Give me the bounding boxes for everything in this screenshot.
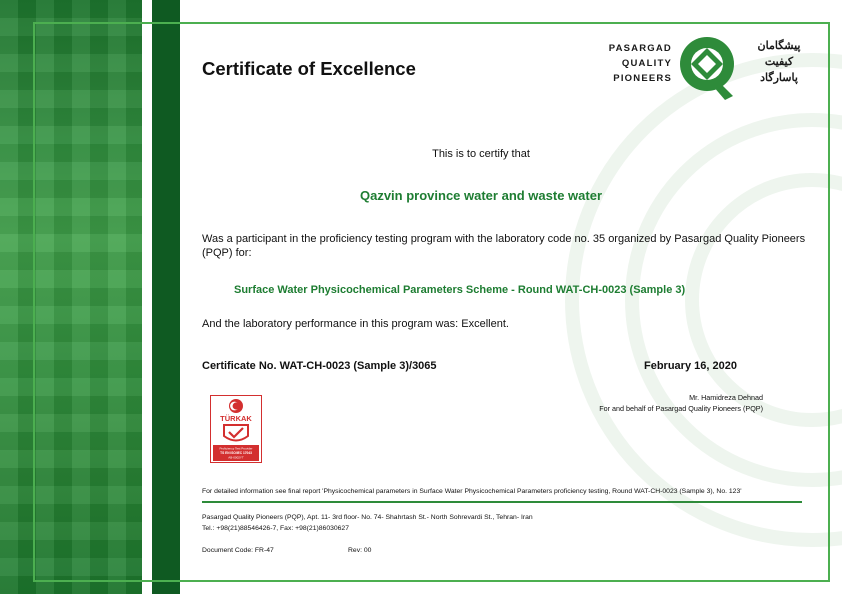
revision-number: Rev: 00 xyxy=(348,547,372,554)
organization-address xyxy=(202,513,533,534)
address-line-2: Tel.: +98(21)88546426-7, Fax: +98(21)86030627 xyxy=(202,524,349,532)
pqp-emblem-icon xyxy=(677,30,741,102)
signer-name: Mr. Hamidreza Dehnad xyxy=(689,393,763,402)
logo-persian-line-1: پیشگامان xyxy=(757,40,801,52)
turkak-accreditation-badge-icon xyxy=(210,395,262,463)
left-decorative-band xyxy=(0,0,142,594)
logo-persian-line-3: پاسارگاد xyxy=(760,72,798,84)
performance-statement: And the laboratory performance in this program was: Excellent. xyxy=(202,318,509,330)
logo-english-text xyxy=(604,41,672,86)
turkak-line-1: Proficiency Test Provider xyxy=(219,446,253,451)
band-separator xyxy=(142,0,152,594)
signer-role: For and behalf of Pasargad Quality Pioneers (PQP) xyxy=(599,404,763,413)
certify-statement: This is to certify that xyxy=(432,148,530,160)
participation-statement: Was a participant in the proficiency testing program with the laboratory code no. 35 organized by Pasargad Quality Pioneers (PQP) for: xyxy=(202,233,806,259)
document-code: Document Code: FR-47 xyxy=(202,547,274,554)
certificate-title: Certificate of Excellence xyxy=(202,58,416,79)
turkak-line-2: TS EN ISO/IEC 17043 xyxy=(220,451,252,455)
scheme-title: Surface Water Physicochemical Parameters Scheme - Round WAT-CH-0023 (Sample 3) xyxy=(234,284,686,296)
logo-english-line-2: QUALITY xyxy=(621,58,672,69)
dark-green-band xyxy=(152,0,180,594)
logo-english-line-1: PASARGAD xyxy=(608,43,672,54)
recipient-name: Qazvin province water and waste water xyxy=(359,188,603,203)
footer-divider xyxy=(202,501,802,503)
logo-english-line-3: PIONEERS xyxy=(613,73,672,84)
signature-block xyxy=(560,392,763,414)
certificate-date: February 16, 2020 xyxy=(644,360,737,372)
turkak-name: TÜRKAK xyxy=(220,414,252,423)
logo-persian-text xyxy=(745,38,813,86)
certificate-number: Certificate No. WAT-CH-0023 (Sample 3)/3065 xyxy=(202,360,437,372)
address-line-1: Pasargad Quality Pioneers (PQP), Apt. 11- 3rd floor- No. 74- Shahrtash St.- North Sohrevardi St., Tehran- Iran xyxy=(202,514,533,521)
logo-persian-line-2: کیفیت xyxy=(764,56,794,68)
pqp-logo xyxy=(604,30,812,106)
turkak-line-3: AB-0002YT xyxy=(228,455,244,460)
report-footnote: For detailed information see final report 'Physicochemical parameters in Surface Water Physicochemical Parameters proficiency testing, Round WAT-CH-0023 (Sample 3), No. 123' xyxy=(202,488,742,495)
